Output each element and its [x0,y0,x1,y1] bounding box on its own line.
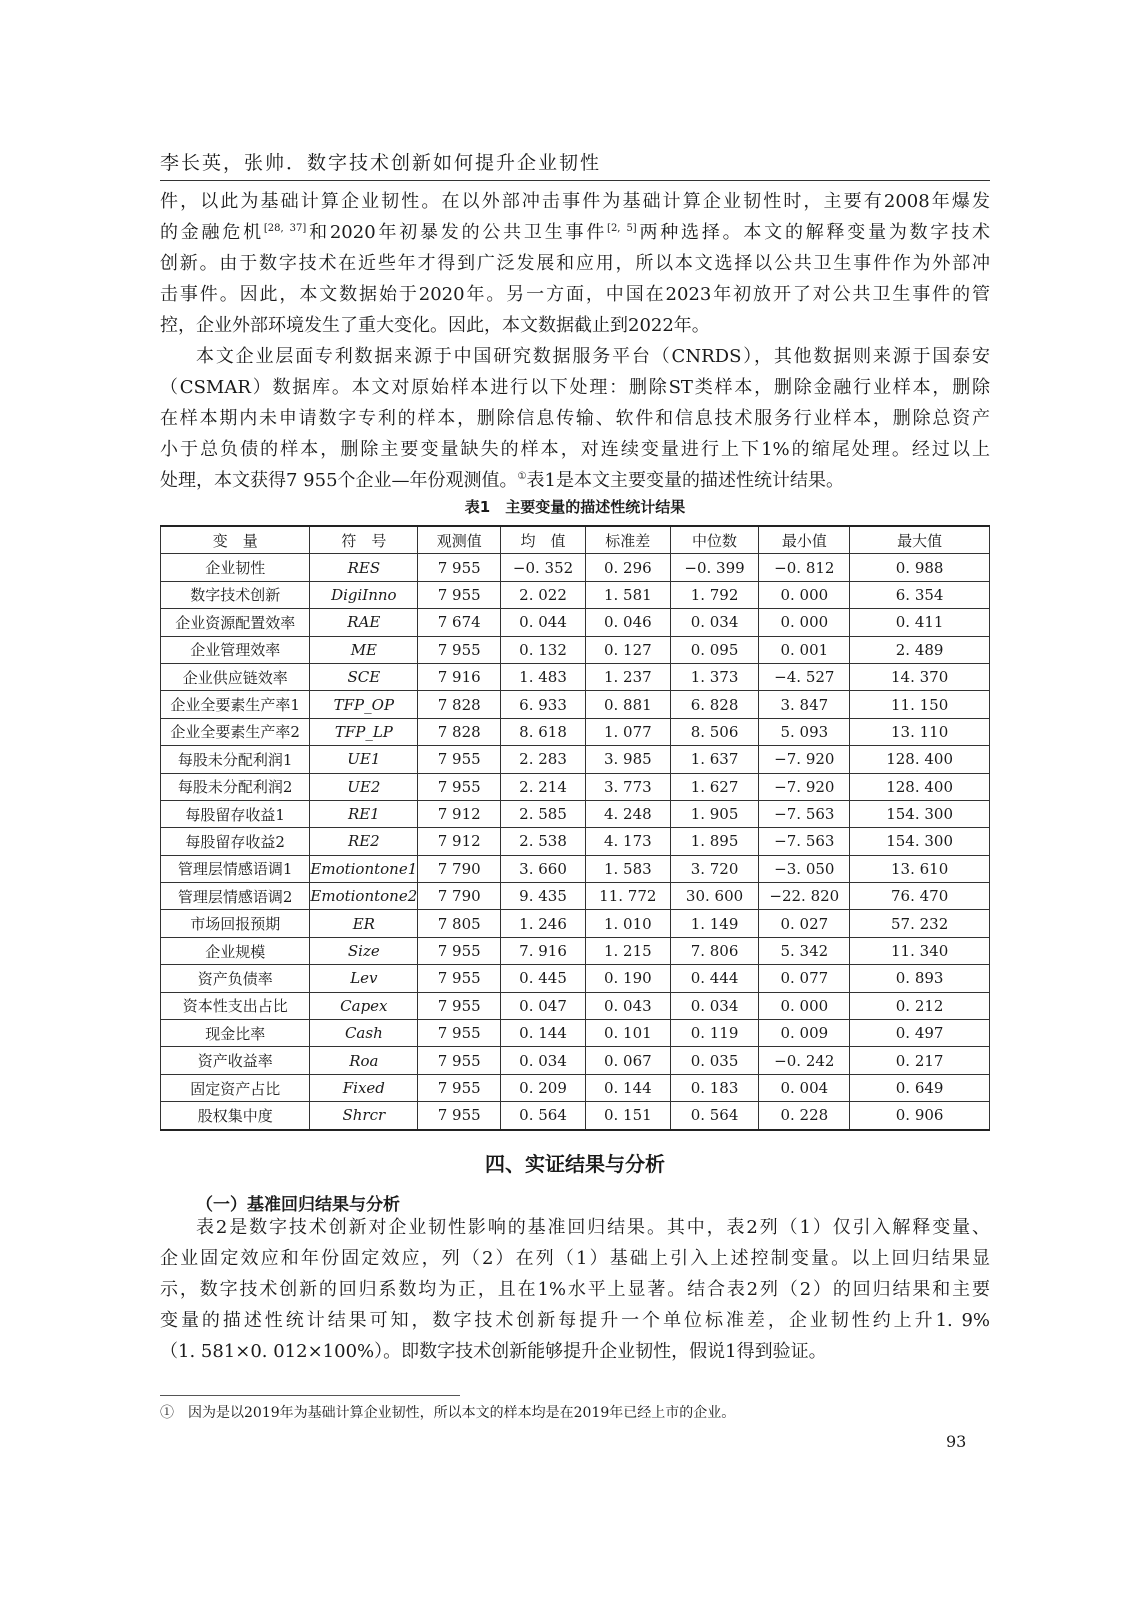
symbol-cell: Capex [310,992,418,1019]
header-rule [160,180,990,181]
symbol-cell: UE1 [310,746,418,773]
value-cell: 30. 600 [670,883,759,910]
value-cell: 0. 132 [501,636,586,663]
value-cell: −7. 920 [759,746,850,773]
text-line: 击事件。因此，本文数据始于2020年。另一方面，中国在2023年初放开了对公共卫生事件的管 [160,284,990,305]
column-header: 变 量 [161,526,310,554]
symbol-cell: RE2 [310,828,418,855]
text-line: 企业固定效应和年份固定效应，列（2）在列（1）基础上引入上述控制变量。以上回归结果显 [160,1248,990,1269]
table-row [161,992,990,1019]
table-caption: 表1 主要变量的描述性统计结果 [464,498,686,516]
value-cell: 7 955 [418,965,501,992]
symbol-cell: UE2 [310,773,418,800]
value-cell: 0. 893 [850,965,990,992]
value-cell: 0. 445 [501,965,586,992]
value-cell: 6. 828 [670,691,759,718]
value-cell: 7 828 [418,718,501,745]
variable-name-cell: 市场回报预期 [161,910,310,937]
value-cell: 1. 583 [585,855,670,882]
value-cell: 0. 077 [759,965,850,992]
value-cell: 7 955 [418,746,501,773]
value-cell: 1. 010 [585,910,670,937]
text-line: 示，数字技术创新的回归系数均为正，且在1%水平上显著。结合表2列（2）的回归结果和主要 [160,1279,990,1300]
value-cell: −7. 563 [759,828,850,855]
symbol-cell: Shrcr [310,1102,418,1130]
value-cell: 0. 411 [850,609,990,636]
value-cell: 0. 228 [759,1102,850,1130]
value-cell: 9. 435 [501,883,586,910]
text-fragment: 两种选择。本文的解释变量为数字技术 [636,222,990,243]
value-cell: 0. 217 [850,1047,990,1074]
value-cell: 6. 933 [501,691,586,718]
value-cell: 0. 906 [850,1102,990,1130]
paragraph-baseline-results [160,1212,990,1367]
variable-name-cell: 数字技术创新 [161,581,310,608]
paragraph-data-source [160,341,990,496]
value-cell: 1. 149 [670,910,759,937]
value-cell: 7 955 [418,1047,501,1074]
symbol-cell: RE1 [310,800,418,827]
value-cell: 0. 497 [850,1020,990,1047]
value-cell: 1. 246 [501,910,586,937]
value-cell: 0. 067 [585,1047,670,1074]
table-row [161,965,990,992]
symbol-cell: Fixed [310,1074,418,1101]
value-cell: −22. 820 [759,883,850,910]
value-cell: 0. 000 [759,581,850,608]
value-cell: 154. 300 [850,828,990,855]
symbol-cell: TFP_LP [310,718,418,745]
symbol-cell: SCE [310,663,418,690]
text-line [160,217,990,248]
variable-name-cell: 企业韧性 [161,554,310,581]
text-fragment: 处理，本文获得7 955个企业—年份观测值。 [160,470,518,491]
column-header: 标准差 [585,526,670,554]
value-cell: 1. 637 [670,746,759,773]
value-cell: 0. 001 [759,636,850,663]
symbol-cell: DigiInno [310,581,418,608]
value-cell: 13. 610 [850,855,990,882]
value-cell: 0. 144 [501,1020,586,1047]
table-header-row [161,526,990,554]
table-row [161,773,990,800]
citation: [2, 5] [607,223,637,234]
symbol-cell: Size [310,937,418,964]
value-cell: 2. 022 [501,581,586,608]
variable-name-cell: 资产收益率 [161,1047,310,1074]
value-cell: 3. 773 [585,773,670,800]
variable-name-cell: 企业供应链效率 [161,663,310,690]
table-body [161,554,990,1130]
value-cell: 1. 581 [585,581,670,608]
symbol-cell: Lev [310,965,418,992]
value-cell: 7 955 [418,773,501,800]
value-cell: 0. 190 [585,965,670,992]
symbol-cell: Emotiontone1 [310,855,418,882]
citation: [28, 37] [263,223,307,234]
value-cell: 1. 792 [670,581,759,608]
text-line: 变量的描述性统计结果可知，数字技术创新每提升一个单位标准差，企业韧性约上升1. 9% [160,1310,990,1331]
value-cell: 0. 046 [585,609,670,636]
variable-name-cell: 企业全要素生产率2 [161,718,310,745]
value-cell: −3. 050 [759,855,850,882]
value-cell: 5. 093 [759,718,850,745]
value-cell: 0. 649 [850,1074,990,1101]
value-cell: 2. 585 [501,800,586,827]
table-row [161,581,990,608]
footnote-rule [160,1395,460,1396]
value-cell: 3. 985 [585,746,670,773]
variable-name-cell: 每股未分配利润1 [161,746,310,773]
descriptive-stats-table [160,525,990,1131]
table-row [161,746,990,773]
variable-name-cell: 管理层情感语调2 [161,883,310,910]
symbol-cell: RAE [310,609,418,636]
value-cell: 7 828 [418,691,501,718]
text-line: 创新。由于数字技术在近些年才得到广泛发展和应用，所以本文选择以公共卫生事件作为外部冲 [160,253,990,274]
value-cell: 0. 988 [850,554,990,581]
value-cell: 0. 101 [585,1020,670,1047]
value-cell: 7. 806 [670,937,759,964]
value-cell: 1. 627 [670,773,759,800]
value-cell: 13. 110 [850,718,990,745]
value-cell: 11. 772 [585,883,670,910]
value-cell: 5. 342 [759,937,850,964]
table-row [161,718,990,745]
value-cell: 0. 183 [670,1074,759,1101]
table-row [161,1020,990,1047]
value-cell: 7. 916 [501,937,586,964]
value-cell: 7 955 [418,636,501,663]
value-cell: −7. 920 [759,773,850,800]
value-cell: 0. 127 [585,636,670,663]
column-header: 最小值 [759,526,850,554]
text-line: （1. 581×0. 012×100%）。即数字技术创新能够提升企业韧性，假说1得到验证。 [160,1341,827,1362]
value-cell: 7 955 [418,1102,501,1130]
value-cell: 0. 212 [850,992,990,1019]
value-cell: 0. 144 [585,1074,670,1101]
value-cell: 0. 043 [585,992,670,1019]
table-row [161,609,990,636]
text-line: （CSMAR）数据库。本文对原始样本进行以下处理：删除ST类样本，删除金融行业样本，删除 [160,377,990,398]
value-cell: −4. 527 [759,663,850,690]
value-cell: 1. 905 [670,800,759,827]
paragraph-sample-period [160,186,990,341]
value-cell: 0. 034 [501,1047,586,1074]
variable-name-cell: 每股留存收益1 [161,800,310,827]
value-cell: −0. 242 [759,1047,850,1074]
value-cell: 11. 340 [850,937,990,964]
value-cell: 1. 895 [670,828,759,855]
value-cell: 0. 209 [501,1074,586,1101]
text-fragment: 表1是本文主要变量的描述性统计结果。 [526,470,844,491]
footnote: ① 因为是以2019年为基础计算企业韧性，所以本文的样本均是在2019年已经上市的企业。 [160,1405,736,1421]
value-cell: 0. 004 [759,1074,850,1101]
value-cell: 7 912 [418,800,501,827]
value-cell: 7 790 [418,883,501,910]
value-cell: −0. 399 [670,554,759,581]
value-cell: 154. 300 [850,800,990,827]
table-row [161,800,990,827]
text-line: 在样本期内未申请数字专利的样本，删除信息传输、软件和信息技术服务行业样本，删除总资产 [160,408,990,429]
value-cell: 2. 214 [501,773,586,800]
table-row [161,883,990,910]
variable-name-cell: 股权集中度 [161,1102,310,1130]
value-cell: 0. 000 [759,609,850,636]
value-cell: 76. 470 [850,883,990,910]
table-row [161,855,990,882]
table-row [161,691,990,718]
value-cell: 4. 173 [585,828,670,855]
value-cell: 0. 095 [670,636,759,663]
text-line [160,465,990,496]
value-cell: 8. 618 [501,718,586,745]
variable-name-cell: 每股留存收益2 [161,828,310,855]
value-cell: 7 912 [418,828,501,855]
column-header: 最大值 [850,526,990,554]
text-line: 表2是数字技术创新对企业韧性影响的基准回归结果。其中，表2列（1）仅引入解释变量、 [196,1217,990,1238]
value-cell: 2. 538 [501,828,586,855]
table-row [161,1074,990,1101]
value-cell: 2. 283 [501,746,586,773]
value-cell: 3. 847 [759,691,850,718]
symbol-cell: Roa [310,1047,418,1074]
symbol-cell: ER [310,910,418,937]
value-cell: −0. 812 [759,554,850,581]
value-cell: 0. 564 [670,1102,759,1130]
value-cell: 128. 400 [850,746,990,773]
value-cell: 1. 215 [585,937,670,964]
symbol-cell: RES [310,554,418,581]
value-cell: 1. 237 [585,663,670,690]
table-row [161,1102,990,1130]
text-line: 小于总负债的样本，删除主要变量缺失的样本，对连续变量进行上下1%的缩尾处理。经过以上 [160,439,990,460]
table-row [161,937,990,964]
value-cell: 7 674 [418,609,501,636]
subsection-title: （一）基准回归结果与分析 [196,1195,400,1215]
variable-name-cell: 每股未分配利润2 [161,773,310,800]
text-line: 件，以此为基础计算企业韧性。在以外部冲击事件为基础计算企业韧性时，主要有2008年爆发 [160,191,990,212]
value-cell: 7 955 [418,937,501,964]
column-header: 中位数 [670,526,759,554]
value-cell: 3. 720 [670,855,759,882]
value-cell: 1. 483 [501,663,586,690]
table-row [161,828,990,855]
symbol-cell: Cash [310,1020,418,1047]
value-cell: 4. 248 [585,800,670,827]
value-cell: −7. 563 [759,800,850,827]
table-row [161,1047,990,1074]
value-cell: 7 955 [418,992,501,1019]
footnote-marker: ① [517,471,527,482]
table-row [161,663,990,690]
value-cell: 3. 660 [501,855,586,882]
symbol-cell: Emotiontone2 [310,883,418,910]
value-cell: 6. 354 [850,581,990,608]
table-row [161,554,990,581]
value-cell: 2. 489 [850,636,990,663]
section-title: 四、实证结果与分析 [485,1152,665,1176]
page-number: 93 [946,1432,967,1451]
value-cell: 1. 077 [585,718,670,745]
value-cell: 0. 044 [501,609,586,636]
column-header: 符 号 [310,526,418,554]
value-cell: 11. 150 [850,691,990,718]
symbol-cell: ME [310,636,418,663]
value-cell: 7 955 [418,581,501,608]
value-cell: 0. 119 [670,1020,759,1047]
column-header: 观测值 [418,526,501,554]
value-cell: 0. 881 [585,691,670,718]
text-fragment: 和2020年初暴发的公共卫生事件 [306,222,608,243]
value-cell: 128. 400 [850,773,990,800]
value-cell: 7 790 [418,855,501,882]
variable-name-cell: 资产负债率 [161,965,310,992]
column-header: 均 值 [501,526,586,554]
value-cell: 0. 564 [501,1102,586,1130]
variable-name-cell: 现金比率 [161,1020,310,1047]
variable-name-cell: 资本性支出占比 [161,992,310,1019]
text-line: 本文企业层面专利数据来源于中国研究数据服务平台（CNRDS），其他数据则来源于国泰安 [196,346,990,367]
variable-name-cell: 固定资产占比 [161,1074,310,1101]
value-cell: 57. 232 [850,910,990,937]
variable-name-cell: 企业管理效率 [161,636,310,663]
value-cell: 0. 034 [670,609,759,636]
value-cell: 0. 035 [670,1047,759,1074]
running-head: 李长英，张帅．数字技术创新如何提升企业韧性 [160,152,602,174]
value-cell: 0. 009 [759,1020,850,1047]
text-line: 控，企业外部环境发生了重大变化。因此，本文数据截止到2022年。 [160,315,710,336]
value-cell: 0. 151 [585,1102,670,1130]
value-cell: −0. 352 [501,554,586,581]
value-cell: 0. 444 [670,965,759,992]
value-cell: 0. 296 [585,554,670,581]
value-cell: 7 955 [418,1020,501,1047]
symbol-cell: TFP_OP [310,691,418,718]
value-cell: 7 805 [418,910,501,937]
table-row [161,636,990,663]
variable-name-cell: 管理层情感语调1 [161,855,310,882]
text-fragment: 的金融危机 [160,222,264,243]
value-cell: 8. 506 [670,718,759,745]
value-cell: 7 955 [418,554,501,581]
table-row [161,910,990,937]
variable-name-cell: 企业全要素生产率1 [161,691,310,718]
variable-name-cell: 企业资源配置效率 [161,609,310,636]
variable-name-cell: 企业规模 [161,937,310,964]
value-cell: 14. 370 [850,663,990,690]
value-cell: 0. 000 [759,992,850,1019]
value-cell: 0. 034 [670,992,759,1019]
value-cell: 7 955 [418,1074,501,1101]
value-cell: 1. 373 [670,663,759,690]
value-cell: 0. 027 [759,910,850,937]
value-cell: 7 916 [418,663,501,690]
value-cell: 0. 047 [501,992,586,1019]
